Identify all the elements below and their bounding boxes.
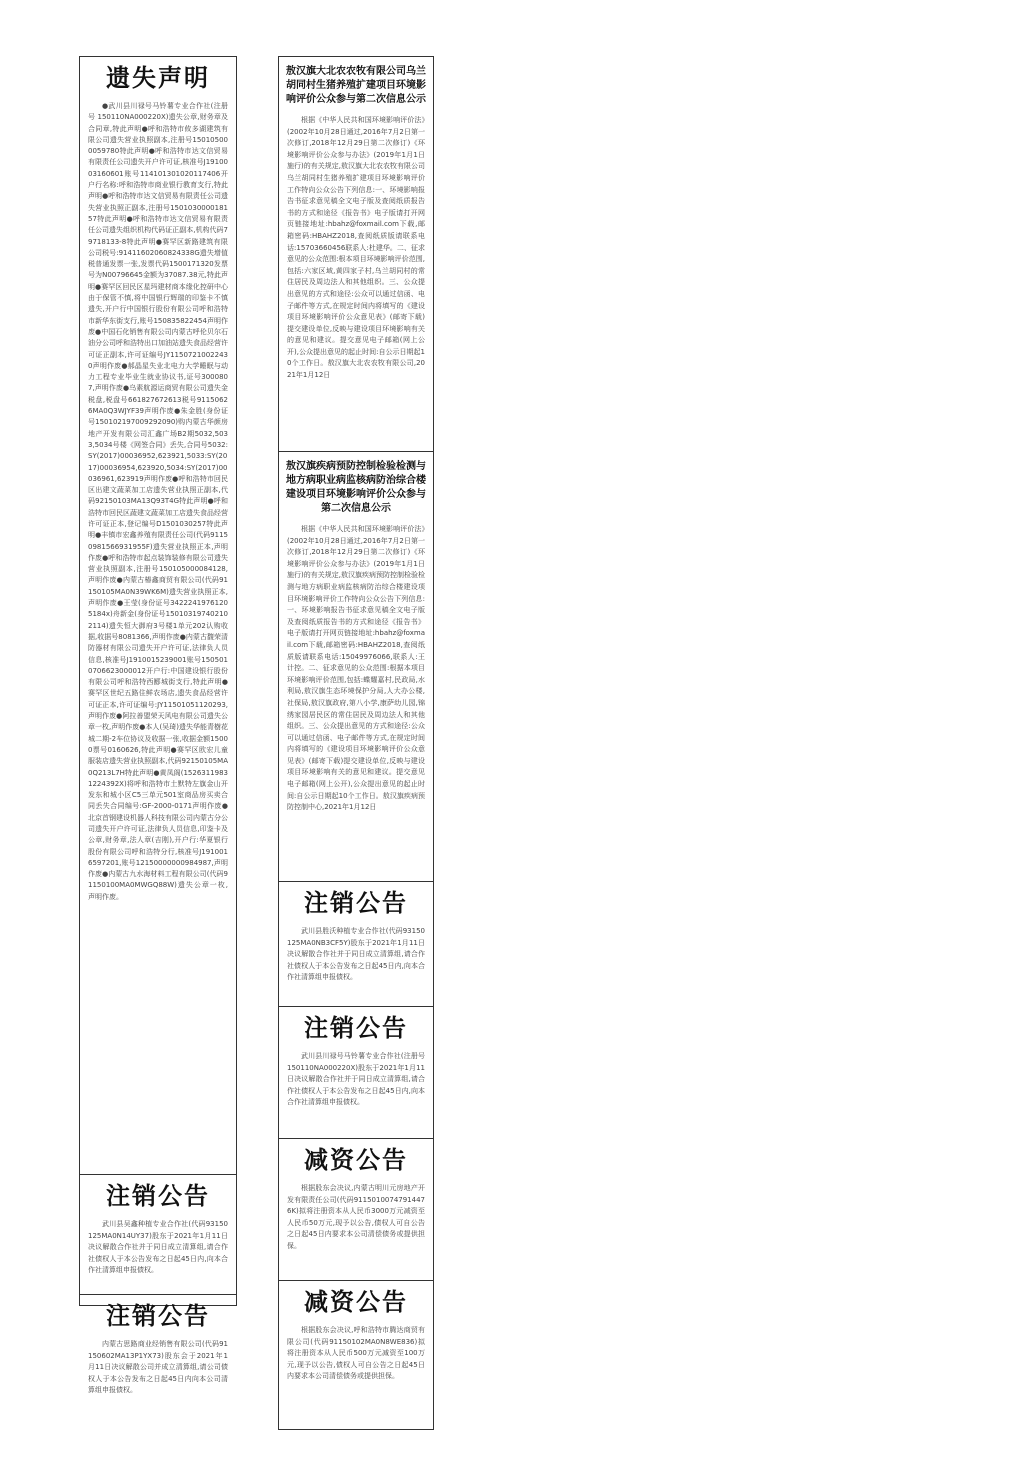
eia-notice-title: 敖汉旗大北农农牧有限公司乌兰胡同村生猪养殖扩建项目环境影响评价公众参与第二次信息公示 <box>286 66 426 105</box>
lost-notice-body: ●武川县川禄号马铃薯专业合作社(注册号 150110NA000220X)遗失公章,财务章及合同章,特此声明●呼和浩特市攸多湖建筑有限公司遗失营业执照副本,注册号150105000059780特此声明●呼和浩特市达文信贸易有限责任公司遗失开户许可证,核准号J1910003160601账号114101301020117406开户行名称:呼和浩特市商业银行教育支行,特此声明●呼和浩特市达文信贸易有限责任公司遗失营业执照正副本,注册号150103000018157特此声明●呼和浩特市达文信贸易有限责任公司遗失组织机构代码证正副本,机构代码79718133-8特此声明●赛罕区新路建筑有限公司税号:91411602060824338G遗失增值税普通发票一张,发票代码1500171320发票号为N00796645金额为37087.38元,特此声明●赛罕区回民区星玛建材商本缘化控研中心由于保管不慎,将中国银行辉瑞的印鉴卡不慎遗失,开户行中国银行股份有限公司呼和浩特市新华东街支行,账号150835822454声明作废●中国石化销售有限公司内蒙古呼伦贝尔石油分公司呼和浩特出口加油站遗失食品经营许可证正副本,许可证编号JY11507210022430声明作废●郝晶星失业北电力大学睡眠与动力工程专业毕业生就业协议书,证号3000807,声明作废●乌素航源运商贸有限公司遗失金税盘,税盘号661827672613税号91150626MA0Q3WJYF39声明作废●朱金胜(身份证号150102197009292090)购内蒙古华颜房地产开发有限公司汇鑫广场B2期5032,5033,5034号楼《网签合同》丢失,合同号5032:SY(2017)00036952,623921,5033:SY(2017)00036954,623920,5034:SY(2017)00036961,623919声明作废●呼和浩特市回民区出建文蔬菜加工店遗失营业执照正副本,代码92150103MA13Q93T4G特此声明●呼和浩特市回民区蔬建文蔬菜加工店遗失食品经营许可证正本,登记编号D1501030257特此声明●丰镇市宏鑫养殖有限责任公司(代码91150981566931955F)遗失营业执照正本,声明作废●呼和浩特市起点装饰装修有限公司遗失营业执照副本,注册号150105000084128,声明作废●内蒙古椿鑫商贸有限公司(代码91150105MA0N39WK6M)遗失营业执照正本,声明作废●王莹(身份证号34222419761205184x)舟新金(身份证号150103197402102114)遗失恒大御府3号楼1单元202认购收据,收据号8081366,声明作废●内蒙古馥荣清防器材有限公司遗失开户许可证,法律负人员信息,核准号J1910015239001账号1505010706623000012开户行:中国建设银行股份有限公司呼和浩特西郾城街支行,特此声明●赛罕区世纪五路住鲜农场店,遗失食品经营许可证正本,许可证编号:JY11501051120293,声明作废●阿拉善盟荣天风电有限公司遗失公章一枚,声明作废●本人(吴琦)遗失华能青樹花城二期-2车位协议及收据一张,收据金额15000票号0160626,特此声明●赛罕区欧宏儿童服装店遗失营业执照副本,代码92150105MA0Q213L7H特此声明●黄凤阁(15263119831224392X)将呼和浩特市土默特左旗金山开发东和城小区C5三单元501室商品房买卖合同丢失合同编号:GF-2000-0171声明作废●北京首钢建设机器人科技有限公司内蒙古分公司遗失开户许可证,法律负人员信息,印鉴卡及公章,财务章,法人章(吉刚),开户行:华夏银行股份有限公司呼和浩特分行,核准号J1910016597201,账号12150000000984987,声明作废●内蒙古九水海材料工程有限公司(代码91150100MA0MWGQ88W)遗失公章一枚,声明作废。 <box>88 102 228 901</box>
capital-reduction-body: 根据股东会决议,内蒙古明川元房地产开发有限责任公司(代码91150100747914476K)拟将注册资本从人民币3000万元减资至人民币50万元,现予以公告,债权人可自公告之日起45日内要求本公司清偿债务或提供担保。 <box>287 1184 425 1250</box>
eia-notice-title: 敖汉旗疾病预防控制检验检测与地方病职业病监核病防治综合楼建设项目环境影响评价公众参与第二次信息公示 <box>286 461 426 514</box>
eia-notice-body: 根据《中华人民共和国环境影响评价法》(2002年10月28日通过,2016年7月2日第一次修订,2018年12月29日第二次修订)《环境影响评价公众参与办法》(2019年1月1日施行)的有关规定,敖汉旗疾病预防控制检验检测与地方病职业病监核病防治综合楼建设项目环境影响评价工作特向公众公告下列信息:一、环境影响报告书征求意见稿全文电子版及查阅纸质报告书的方式和途径《报告书》电子版请打开网页链接地址:hbahz@foxmail.com下载,邮箱密码:HBAHZ2018,查阅纸质版请联系电话:15049976066,联系人:王计控。二、征求意见的公众范围:根据本项目环境影响评价范围,包括:蝶耀嘉村,民政局,水利局,敖汉旗生态环境保护分局,人大办公楼,社保局,敖汉旗政府,第八小学,康萨幼儿园,锦绣家园居民区的常住居民及周边法人和其他组织。三、公众提出意见的方式和途径:公众可以通过信函、电子邮件等方式,在规定时间内将填写的《建设项目环境影响评价公众意见表》(邮寄下载)提交建设单位,反映与建设项目环境影响有关的意见和建议。提交意见电子邮箱(网上公开),公众提出意见的起止时间:自公示日期起10个工作日。敖汉旗疾病预防控制中心,2021年1月12日 <box>287 525 425 812</box>
eia-notice-cdc <box>279 452 433 882</box>
capital-reduction-title: 减资公告 <box>304 1146 408 1174</box>
capital-reduction-notice-tengda <box>279 1281 433 1429</box>
cancel-notice-body: 内蒙古思路商业经销售有限公司(代码91150602MA13P1YX73)股东会于2021年1月11日决议解散公司并成立清算组,请公司债权人于本公告发布之日起45日内向本公司清算组申报债权。 <box>88 1340 228 1395</box>
eia-notice-dabeinong <box>279 57 433 452</box>
cancel-notice-title: 注销公告 <box>304 1014 408 1042</box>
cancel-notice-title: 注销公告 <box>106 1182 210 1210</box>
cancel-notice-silu <box>80 1295 236 1405</box>
left-column <box>79 56 237 1395</box>
capital-reduction-body: 根据股东会决议,呼和浩特市腾达商贸有限公司(代码91150102MA0N8WE836)拟将注册资本从人民币500万元减资至100万元,现予以公告,债权人可自公告之日起45日内要求本公司清偿债务或提供担保。 <box>287 1326 425 1381</box>
cancel-notice-body: 武川县胜沃种植专业合作社(代码93150125MA0NB3CF5Y)股东于2021年1月11日决议解散合作社并于同日成立清算组,请合作社债权人于本公告发布之日起45日内,向本合作社清算组申报债权。 <box>287 927 425 982</box>
cancel-notice-wuchuan-wuxin <box>80 1175 236 1295</box>
cancel-notice-shengwo <box>279 882 433 1007</box>
capital-reduction-notice-mingchuan <box>279 1139 433 1281</box>
lost-notice <box>80 57 236 1175</box>
cancel-notice-title: 注销公告 <box>304 889 408 917</box>
cancel-notice-chuanluhao <box>279 1007 433 1139</box>
cancel-notice-body: 武川县吴鑫种植专业合作社(代码93150125MA0N14UY37)股东于2021年1月11日决议解散合作社并于同日成立清算组,请合作社债权人于本公告发布之日起45日内,向本合作社清算组申报债权。 <box>88 1220 228 1275</box>
capital-reduction-title: 减资公告 <box>304 1288 408 1316</box>
eia-notice-body: 根据《中华人民共和国环境影响评价法》(2002年10月28日通过,2016年7月2日第一次修订,2018年12月29日第二次修订)《环境影响评价公众参与办法》(2019年1月1日施行)的有关规定,敖汉旗大北农农牧有限公司乌兰胡同村生猪养殖扩建项目环境影响评价工作特向公众公告下列信息:一、环境影响报告书征求意见稿全文电子版及查阅纸质报告书的方式和途径《报告书》电子版请打开网页链接地址:hbahz@foxmail.com下载,邮箱密码:HBAHZ2018,查阅纸质版请联系电话:15703660456联系人:杜建华。二、征求意见的公众范围:根本项目环境影响评价范围,包括:六家区域,黄四家子村,乌兰胡同村的常住居民及周边法人和其他组织。三、公众提出意见的方式和途径:公众可以通过信函、电子邮件等方式,在规定时间内将填写的《建设项目环境影响评价公众意见表》(邮寄下载)提交建设单位,反映与建设项目环境影响有关的意见和建议。提交意见电子邮箱(网上公开),公众提出意见的起止时间:自公示日期起10个工作日。敖汉旗大北农农牧有限公司,2021年1月12日 <box>287 116 425 380</box>
right-column <box>278 56 434 1430</box>
lost-notice-title: 遗失声明 <box>106 64 210 92</box>
cancel-notice-body: 武川县川禄号马铃薯专业合作社(注册号150110NA000220X)股东于2021年1月11日决议解散合作社并于同日成立清算组,请合作社债权人于本公告发布之日起45日内,向本合作社清算组申报债权。 <box>287 1052 425 1107</box>
cancel-notice-title: 注销公告 <box>106 1302 210 1330</box>
